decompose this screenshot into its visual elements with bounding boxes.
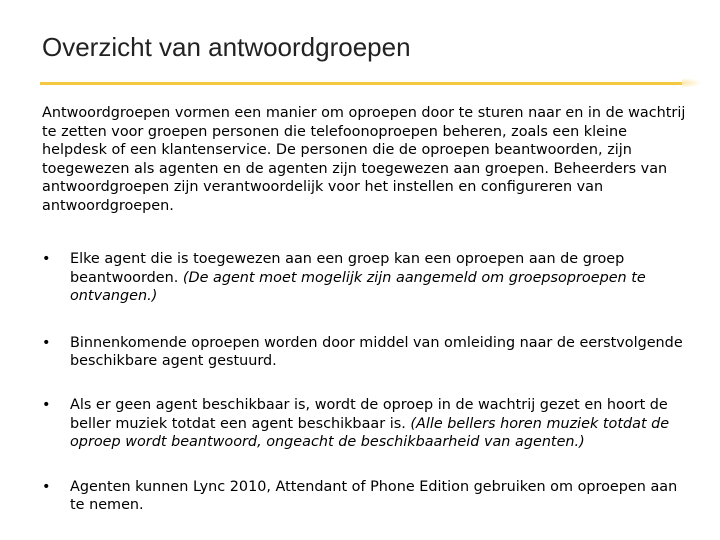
intro-paragraph: Antwoordgroepen vormen een manier om oproepen door te sturen naar en in de wachtrij te zetten voor groepen personen die telefoonoproepen beheren, zoals een kleine helpdesk of een klantenservice. De personen die de oproepen beantwoorden, zijn toegewezen als agenten en de agenten zijn toegewezen aan groepen. Beheerders van antwoordgroepen zijn verantwoordelijk voor het instellen en configureren van antwoordgroepen. [42, 105, 686, 214]
bullet-text: Als er geen agent beschikbaar is, wordt de oproep in de wachtrij gezet en hoort de beller muziek totdat een agent beschikbaar is. [70, 396, 668, 432]
bullet-icon: • [42, 251, 51, 267]
bullet-text: Binnenkomende oproepen worden door middel van omleiding naar de eerstvolgende beschikbare agent gestuurd. [70, 334, 683, 370]
bullet-item-queue [42, 396, 692, 452]
bullet-note: (De agent moet mogelijk zijn aangemeld om groepsoproepen te ontvangen.) [70, 269, 646, 305]
bullet-icon: • [42, 334, 51, 351]
bullet-item-clients [42, 478, 692, 515]
bullet-note: (Alle bellers horen muziek totdat de oproep wordt beantwoord, ongeacht de beschikbaarheid van agenten.) [70, 415, 670, 451]
divider-glow [682, 78, 702, 88]
bullet-icon: • [42, 478, 51, 495]
bullet-icon: • [42, 396, 51, 413]
page-title: Overzicht van antwoordgroepen [42, 32, 411, 62]
title-divider [40, 82, 682, 85]
bullet-text: Elke agent die is toegewezen aan een groep kan een oproepen aan de groep beantwoorden. [70, 251, 625, 286]
bullet-list [42, 250, 692, 515]
bullet-text: Agenten kunnen Lync 2010, Attendant of Phone Edition gebruiken om oproepen aan te nemen. [70, 478, 678, 514]
bullet-item-routing [42, 334, 692, 371]
bullet-item-group-answer [42, 250, 692, 306]
